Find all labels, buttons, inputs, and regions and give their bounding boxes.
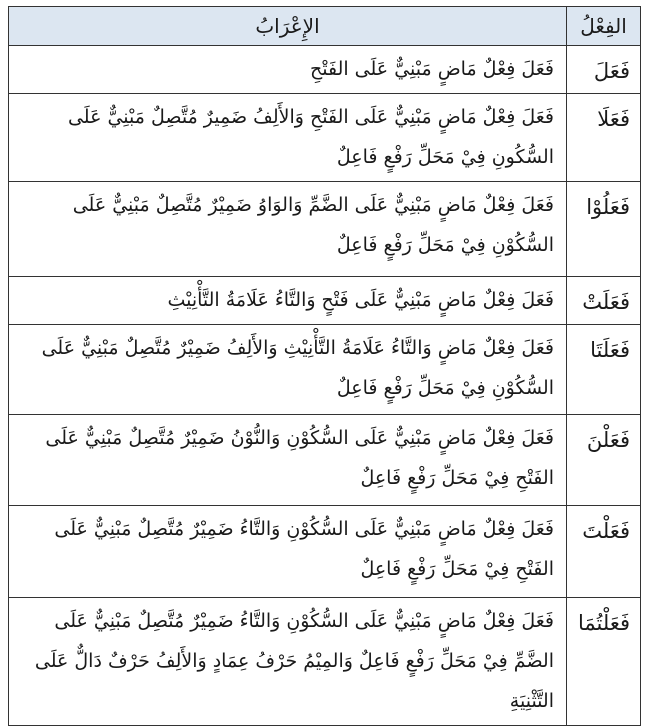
analysis-cell: فَعَلَ فِعْلٌ مَاضٍ مَبْنِيٌّ عَلَى السُّكُوْنِ وَالتَّاءُ ضَمِيْرٌ مُتَّصِلٌ مَبْنِيٌّ عَلَى الفَتْحِ فِيْ مَحَلِّ رَفْعٍ فَاعِلٌ [9,506,567,598]
table-header-row [9,7,641,46]
analysis-cell: فَعَلَ فِعْلٌ مَاضٍ وَالتَّاءُ عَلَامَةُ التَّأْنِيْثِ وَالأَلِفُ ضَمِيْرٌ مُتَّصِلٌ مَبْنِيٌّ عَلَى السُّكُوْنِ فِيْ مَحَلِّ رَفْعٍ فَاعِلٌ [9,325,567,415]
verb-cell: فَعَلْتُمَا [567,598,641,726]
header-verb: الفِعْلُ [567,7,641,46]
analysis-cell: فَعَلَ فِعْلٌ مَاضٍ مَبْنِيٌّ عَلَى السُّكُوْنِ وَالنُّوْنُ ضَمِيْرٌ مُتَّصِلٌ مَبْنِيٌّ عَلَى الفَتْحِ فِيْ مَحَلِّ رَفْعٍ فَاعِلٌ [9,415,567,506]
analysis-cell: فَعَلَ فِعْلٌ مَاضٍ مَبْنِيٌّ عَلَى الضَّمِّ وَالوَاوُ ضَمِيْرٌ مُتَّصِلٌ مَبْنِيٌّ عَلَى السُّكُوْنِ فِيْ مَحَلِّ رَفْعٍ فَاعِلٌ [9,182,567,277]
table-row [9,325,641,415]
table-row [9,415,641,506]
verb-parsing-table [8,6,641,726]
table-row [9,46,641,94]
analysis-cell: فَعَلَ فِعْلٌ مَاضٍ مَبْنِيٌّ عَلَى فَتْحٍ وَالتَّاءُ عَلَامَةُ التَّأْنِيْثِ [9,277,567,325]
analysis-cell: فَعَلَ فِعْلٌ مَاضٍ مَبْنِيٌّ عَلَى الفَتْحِ [9,46,567,94]
verb-cell: فَعَلْنَ [567,415,641,506]
table-row [9,182,641,277]
table-row [9,598,641,726]
analysis-cell: فَعَلَ فِعْلٌ مَاضٍ مَبْنِيٌّ عَلَى الفَتْحِ وَالأَلِفُ ضَمِيرٌ مُتَّصِلٌ مَبْنِيٌّ عَلَى السُّكُونِ فِيْ مَحَلِّ رَفْعٍ فَاعِلٌ [9,94,567,182]
table-row [9,277,641,325]
grammar-table-container [8,6,640,726]
verb-cell: فَعَلَ [567,46,641,94]
verb-cell: فَعَلَا [567,94,641,182]
verb-cell: فَعَلْتَ [567,506,641,598]
header-analysis: الإِعْرَابُ [9,7,567,46]
verb-cell: فَعَلَتَا [567,325,641,415]
table-row [9,506,641,598]
verb-cell: فَعَلُوْا [567,182,641,277]
analysis-cell: فَعَلَ فِعْلٌ مَاضٍ مَبْنِيٌّ عَلَى السُّكُوْنِ وَالتَّاءُ ضَمِيْرٌ مُتَّصِلٌ مَبْنِيٌّ عَلَى الضَّمِّ فِيْ مَحَلِّ رَفْعٍ فَاعِلٌ وَالمِيْمُ حَرْفُ عِمَادٍ وَالأَلِفُ حَرْفٌ دَالٌّ عَلَى التَّثْنِيَةِ [9,598,567,726]
verb-cell: فَعَلَتْ [567,277,641,325]
table-row [9,94,641,182]
